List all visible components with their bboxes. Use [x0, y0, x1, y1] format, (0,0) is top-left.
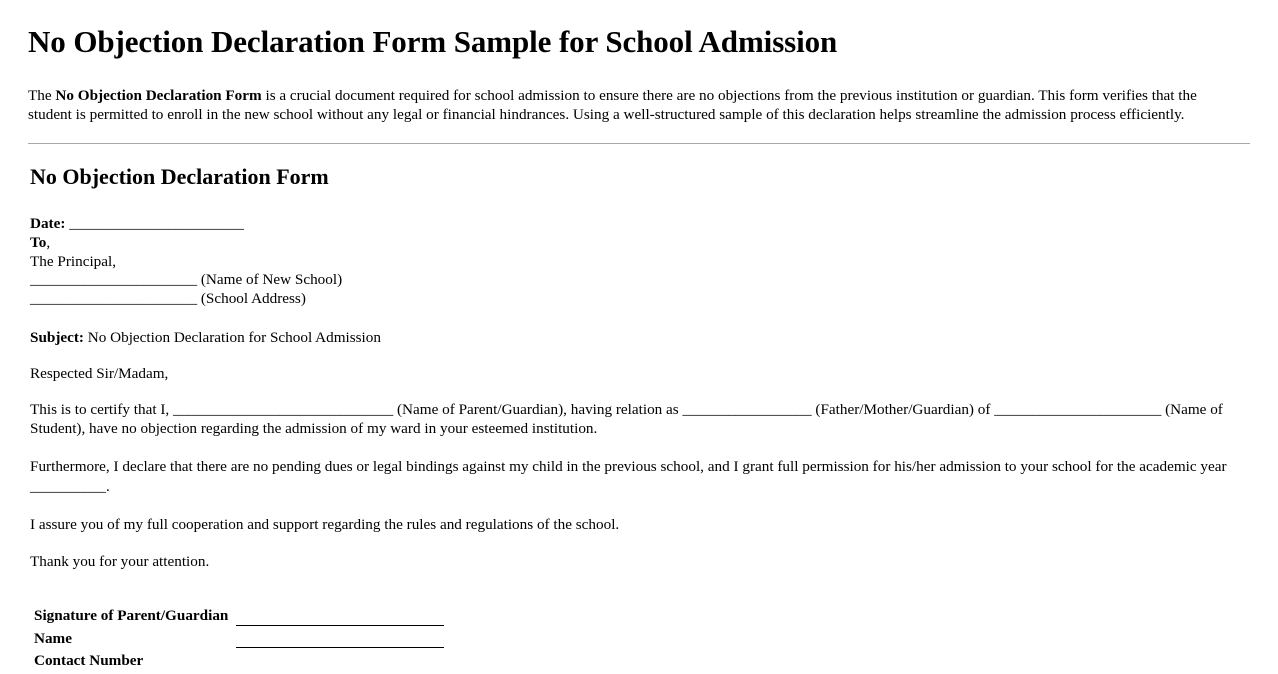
page-title: No Objection Declaration Form Sample for School Admission — [28, 24, 838, 59]
subject-label: Subject: — [30, 329, 84, 347]
subject-line — [30, 328, 1245, 348]
contact-number-label: Contact Number — [34, 652, 144, 670]
parent-name-blank: _____________________________ — [172, 400, 394, 418]
certify-paragraph — [30, 400, 1245, 440]
academic-year-blank: __________ — [30, 477, 106, 495]
intro-text-after: is a crucial document required for school admission to ensure there are no objections from the previous institution or guardian. This form verifies that the student is permitted to enroll in the new school without any legal or financial hindrances. Using a well-structured sample of this declaration helps streamline the admission process efficiently. — [28, 86, 1197, 124]
signature-block — [34, 606, 446, 673]
table-row — [34, 629, 446, 651]
principal-line: The Principal, — [30, 252, 117, 270]
furthermore-paragraph — [30, 457, 1245, 497]
school-address-line — [30, 290, 1250, 309]
thanks-paragraph: Thank you for your attention. — [30, 553, 210, 571]
contact-number-blank — [236, 651, 446, 673]
name-rule — [236, 635, 444, 648]
relation-blank: _________________ — [682, 400, 812, 418]
signature-blank — [236, 606, 446, 628]
signature-label: Signature of Parent/Guardian — [34, 607, 229, 625]
table-row — [34, 651, 446, 673]
school-name-blank: ______________________ — [30, 271, 198, 289]
to-comma: , — [46, 233, 51, 251]
letter-body — [30, 215, 1250, 673]
name-label: Name — [34, 629, 72, 647]
name-blank — [236, 629, 446, 651]
certify-part-2: (Name of Parent/Guardian), having relation as — [393, 400, 683, 418]
school-address-caption: (School Address) — [200, 289, 306, 307]
form-heading: No Objection Declaration Form — [30, 164, 329, 190]
intro-text-before: The — [28, 86, 56, 104]
salutation: Respected Sir/Madam, — [30, 364, 169, 382]
date-line — [30, 215, 1250, 234]
contact-number-rule — [236, 659, 444, 671]
certify-part-3: (Father/Mother/Guardian) of — [811, 400, 995, 418]
signature-rows — [34, 606, 446, 673]
table-row — [34, 606, 446, 628]
school-name-line — [30, 271, 1250, 290]
assurance-paragraph: I assure you of my full cooperation and support regarding the rules and regulations of the school. — [30, 515, 620, 533]
subject-text: No Objection Declaration for School Admission — [84, 329, 381, 347]
to-line — [30, 234, 1250, 253]
certify-part-4: (Name of Student), have no objection regarding the admission of my ward in your esteemed institution. — [30, 400, 1223, 438]
spacer — [30, 308, 1250, 328]
intro-paragraph — [28, 86, 1243, 126]
furthermore-part-1: Furthermore, I declare that there are no pending dues or legal bindings against my child in the previous school, and I grant full permission for his/her admission to your school for the academic year — [30, 458, 1227, 476]
date-blank: _______________________ — [69, 215, 244, 233]
intro-bold-term: No Objection Declaration Form — [55, 86, 262, 104]
section-divider — [28, 143, 1250, 144]
certify-part-1: This is to certify that I, — [30, 400, 173, 418]
to-label: To — [30, 233, 47, 251]
signature-rule — [236, 613, 444, 626]
school-address-blank: ______________________ — [30, 289, 198, 307]
school-name-caption: (Name of New School) — [200, 271, 343, 289]
date-label: Date: — [30, 215, 66, 233]
furthermore-part-2: . — [105, 477, 110, 495]
student-name-blank: ______________________ — [994, 400, 1162, 418]
